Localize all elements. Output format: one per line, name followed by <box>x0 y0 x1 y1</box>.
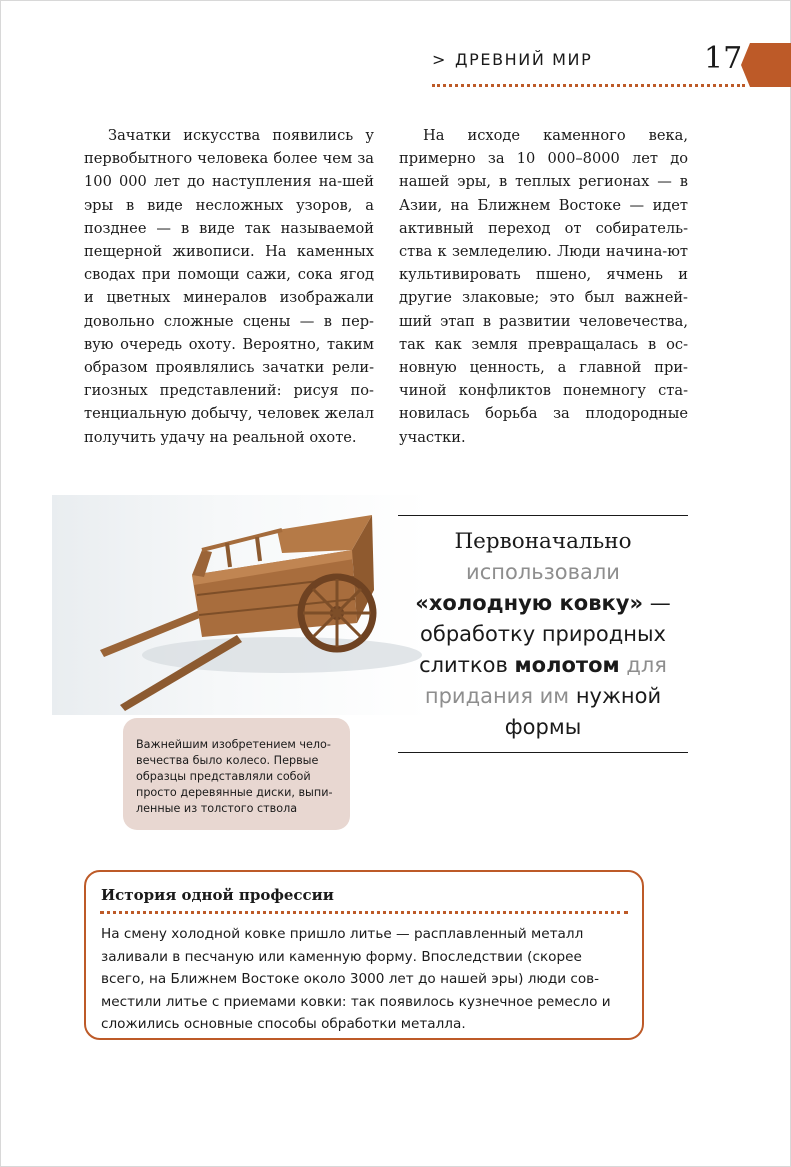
quote-emphasis: молотом <box>514 653 620 677</box>
paragraph <box>399 124 688 449</box>
quote-word: обработку природных <box>420 622 666 646</box>
text-fragment: новную ценность, а главной при- <box>399 359 688 377</box>
text-fragment: гиозных представлений: рисуя по- <box>84 382 374 400</box>
quote-line <box>398 557 688 588</box>
text-fragment: ший этап в развитии человечества, так как земля превращалась в ос- <box>399 312 688 353</box>
quote-word: слитков <box>419 653 515 677</box>
quote-line <box>398 650 688 681</box>
running-head <box>432 50 592 69</box>
quote-word: формы <box>504 715 582 739</box>
text-fragment: На исходе каменного века, примерно за 10 000–8000 лет до нашей эры, в теплых регионах — в Азии, на Ближнем Востоке — идет активный переход от собиратель- <box>399 127 688 237</box>
info-box-dotted-rule <box>100 911 628 914</box>
info-box-body: На смену холодной ковке пришло литье — расплавленный металл заливали в песчаную или каменную форму. Впоследствии (скорее всего, на Ближнем Востоке около 3000 лет до нашей эры) люди сов-местили литье с приемами ковки: так появилось кузнечное ремесло и сложились основные способы обработки металла. <box>101 926 611 1032</box>
quote-line <box>398 681 688 712</box>
wooden-cart-image <box>52 495 429 715</box>
text-column-left <box>84 124 374 449</box>
text-fragment: чиной конфликтов понемногу ста- <box>399 382 688 400</box>
text-fragment: тенциальную добычу, человек желал получить удачу на реальной охоте. <box>84 405 374 446</box>
figure-photo <box>52 495 429 715</box>
text-fragment: ства к земледелию. Люди начина- <box>399 243 668 261</box>
quote-word: нужной <box>575 684 662 708</box>
section-title: ДРЕВНИЙ МИР <box>455 50 593 69</box>
header-dotted-rule <box>432 84 745 87</box>
chevron-right-icon: > <box>432 50 448 69</box>
text-fragment: шей эры в виде несложных узоров, а позднее — в виде так называемой пещерной живописи. На каменных сводах при помощи сажи, сока ягод и цветных минералов изображали довольно сложные сцены — в пер- <box>84 173 374 330</box>
info-box-title: История одной профессии <box>101 886 334 904</box>
quote-line <box>398 526 688 557</box>
header-tab <box>750 43 791 87</box>
quote-word: Первоначально <box>454 529 632 554</box>
text-fragment: Зачатки искусства появились у первобытного человека более чем за 100 000 лет до наступления на- <box>84 127 374 191</box>
quote-word: для <box>619 653 667 677</box>
page-number: 17 <box>704 41 743 76</box>
quote-word: использовали <box>466 560 620 584</box>
text-fragment: ют культивировать пшено, ячмень и другие злаковые; это был важней- <box>399 243 688 307</box>
quote-line <box>398 619 688 650</box>
text-fragment: вую очередь охоту. Вероятно, таким образом проявлялись зачатки рели- <box>84 335 374 377</box>
figure-caption: Важнейшим изобретением чело-вечества было колесо. Первые образцы представляли собой просто деревянные диски, выпи-ленные из толстого ствола <box>136 738 333 815</box>
info-box <box>84 870 644 1040</box>
quote-rule-bottom <box>398 752 688 753</box>
pull-quote <box>398 526 688 743</box>
paragraph <box>84 124 374 449</box>
quote-word: — <box>643 591 671 615</box>
quote-line <box>398 588 688 619</box>
quote-emphasis: «холодную ковку» <box>415 591 644 615</box>
caption-box <box>123 718 350 830</box>
quote-word: придания им <box>424 684 576 708</box>
text-fragment: новилась борьба за плодородные участки. <box>399 405 688 446</box>
text-column-right <box>399 124 688 449</box>
quote-line <box>398 712 688 743</box>
quote-rule-top <box>398 515 688 516</box>
